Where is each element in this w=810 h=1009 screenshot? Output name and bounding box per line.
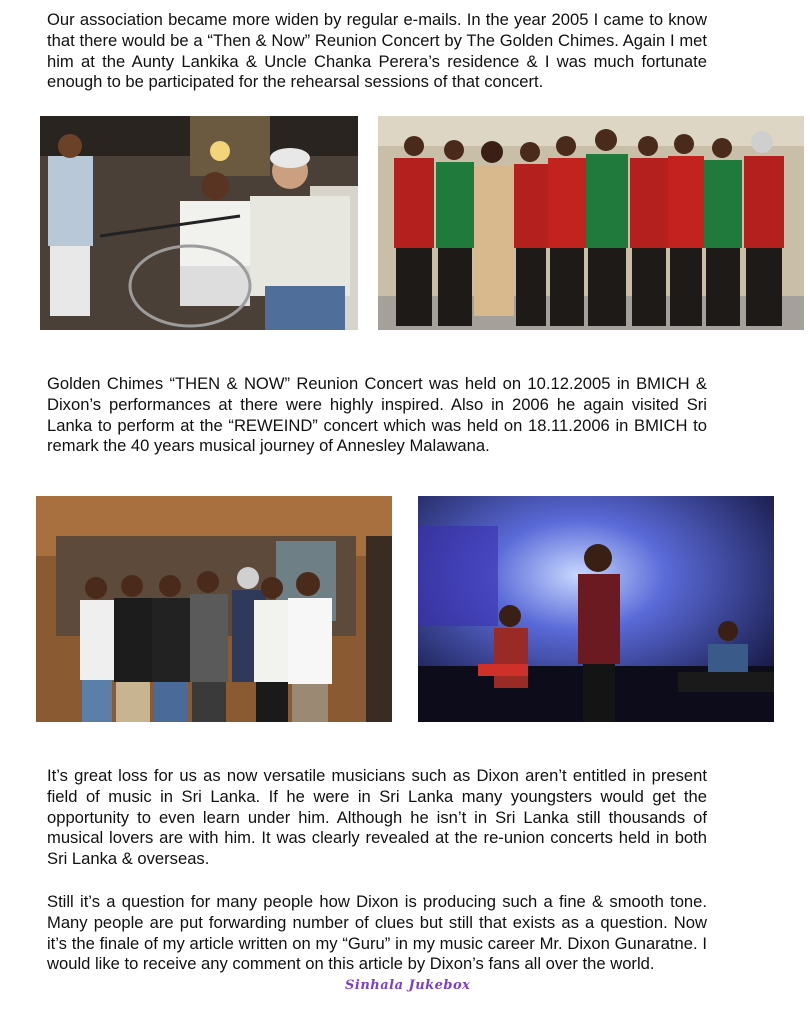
photo-group-band — [378, 116, 804, 330]
photo-rehearsal — [40, 116, 358, 330]
watermark-logo: Sinhala Jukebox — [345, 978, 471, 993]
paragraph-4: Still it’s a question for many people how Dixon is producing such a fine & smooth tone. Many people are put forwarding number of clues but still that exists as a question. Now it’s the finale of my article written on my “Guru” in my music career Mr. Dixon Gunaratne. I would like to receive any comment on this article by Dixon’s fans all over the world. — [47, 892, 707, 974]
photo-stage-performance — [418, 496, 774, 722]
paragraph-3: It’s great loss for us as now versatile musicians such as Dixon aren’t entitled in present field of music in Sri Lanka. If he were in Sri Lanka many youngsters would get the opportunity to even learn under him. Although he isn’t in Sri Lanka still thousands of musical lovers are with him. It was clearly revealed at the re-union concerts held in both Sri Lanka & overseas. — [47, 766, 707, 869]
paragraph-2: Golden Chimes “THEN & NOW” Reunion Concert was held on 10.12.2005 in BMICH & Dixon’s performances at there were highly inspired. Also in 2006 he again visited Sri Lanka to perform at the “REWEIND” concert which was held on 18.11.2006 in BMICH to remark the 40 years musical journey of Annesley Malawana. — [47, 374, 707, 456]
photo-studio-group — [36, 496, 392, 722]
paragraph-1: Our association became more widen by regular e-mails. In the year 2005 I came to know that there would be a “Then & Now” Reunion Concert by The Golden Chimes. Again I met him at the Aunty Lankika & Uncle Chanka Perera’s residence & I was much fortunate enough to be participated for the rehearsal sessions of that concert. — [47, 10, 707, 92]
